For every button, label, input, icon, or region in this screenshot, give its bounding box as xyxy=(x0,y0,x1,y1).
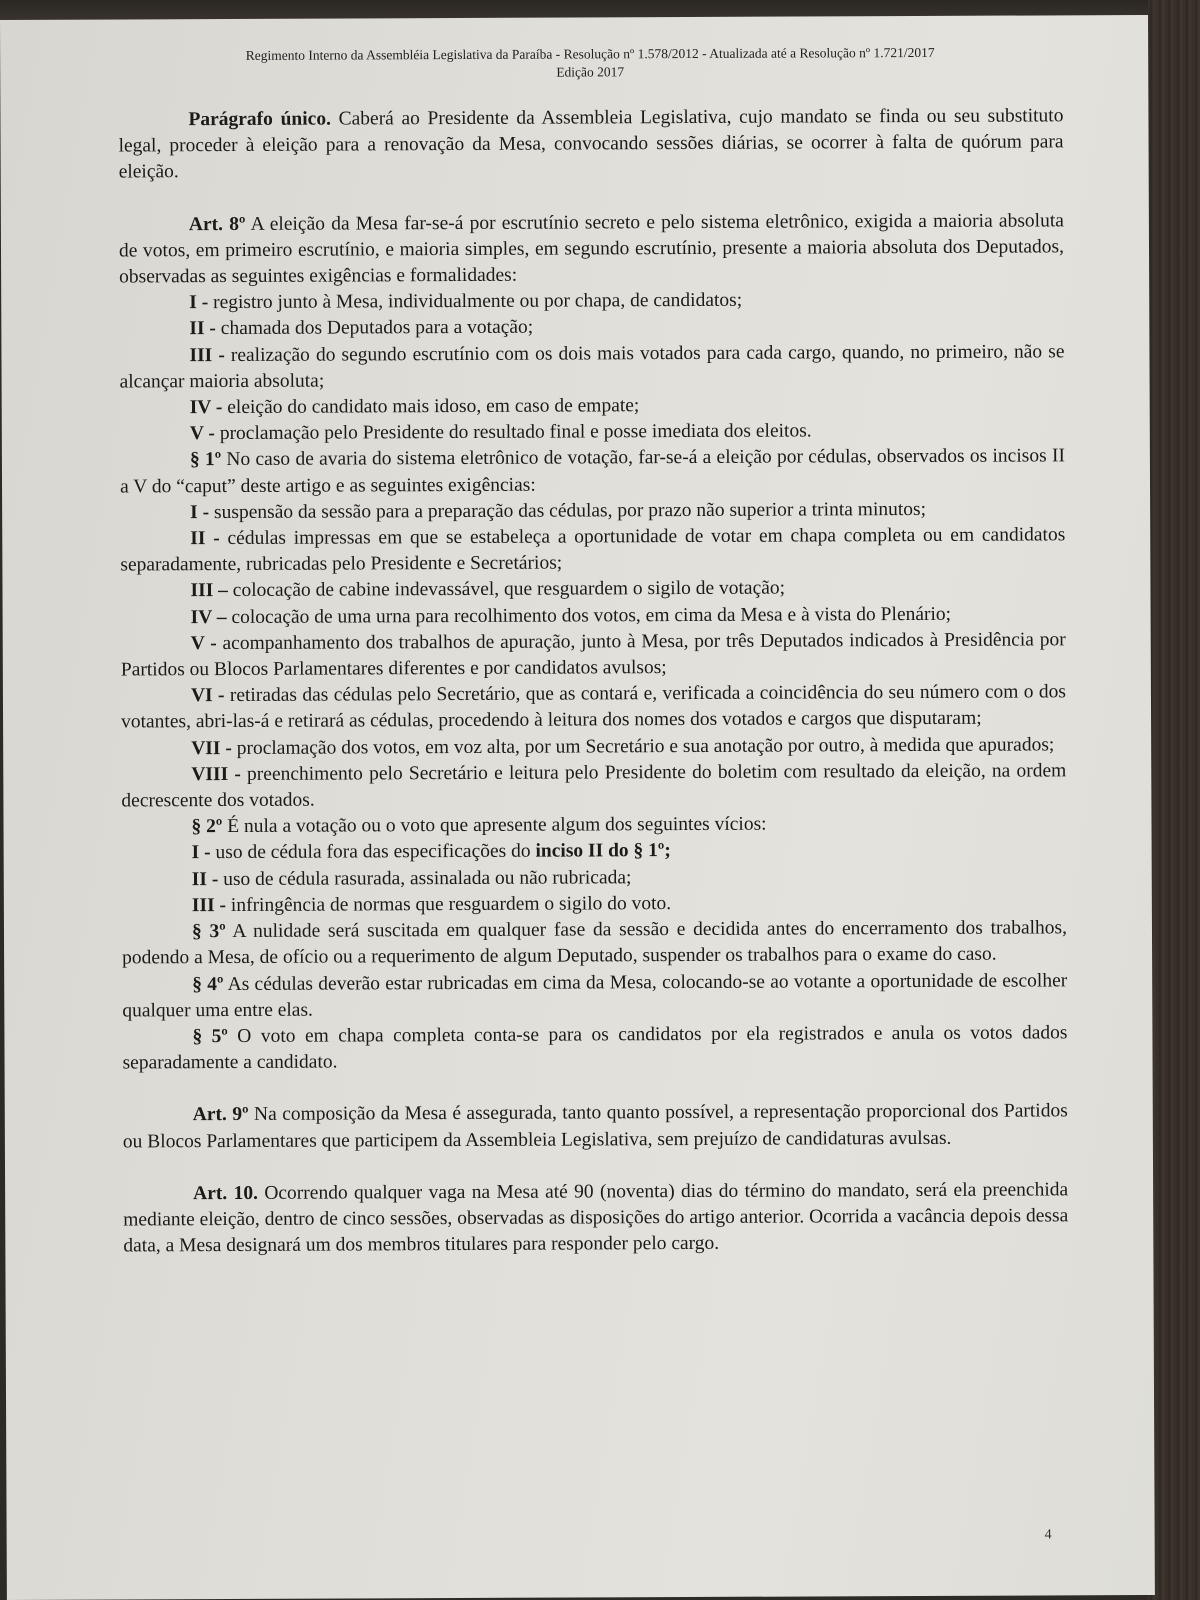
inciso-label: I - xyxy=(189,292,209,314)
inciso-text: uso de cédula rasurada, assinalada ou não rubricada; xyxy=(218,866,632,890)
inciso-label: III – xyxy=(190,580,228,602)
art8-paragraph-3 xyxy=(122,915,1067,972)
section-text: O voto em chapa completa conta-se para os candidatos por ela registrados e anula os votos dados separadamente a candidato. xyxy=(122,1022,1068,1074)
article-text: Ocorrendo qualquer vaga na Mesa até 90 (noventa) dias do término do mandato, será ela preenchida mediante eleição, dentro de cinco sessões, observadas as disposições do artigo anterior. Ocorrida a vacância depois dessa data, a Mesa designará um dos membros titulares para responder pelo cargo. xyxy=(123,1179,1069,1257)
inciso-text: registro junto à Mesa, individualmente ou por chapa, de candidatos; xyxy=(208,289,743,314)
article-label: Art. 8º xyxy=(188,213,246,235)
paragraph-label: Parágrafo único. xyxy=(188,108,331,131)
section-text: É nula a votação ou o voto que apresente algum dos seguintes vícios: xyxy=(222,813,767,838)
art8-inciso-v xyxy=(120,418,1065,448)
art8-paragraph-4 xyxy=(122,968,1067,1025)
page-number: 4 xyxy=(1044,1527,1052,1543)
p2-inciso-i xyxy=(122,837,1067,867)
art8-paragraph-1 xyxy=(120,444,1065,501)
inciso-label: VII - xyxy=(191,737,232,759)
inciso-text: suspensão da sessão para a preparação das cédulas, por prazo não superior a trinta minutos; xyxy=(209,498,927,523)
section-text: No caso de avaria do sistema eletrônico de votação, far-se-á a eleição por cédulas, observados os incisos II a V do “caput” deste artigo e as seguintes exigências: xyxy=(119,445,1065,498)
section-text: As cédulas deverão estar rubricadas em cima da Mesa, colocando-se ao votante a oportunidade de escolher qualquer uma entre elas. xyxy=(122,969,1068,1022)
inciso-label: III - xyxy=(191,894,227,917)
inciso-text: uso de cédula fora das especificações do xyxy=(210,841,536,864)
section-label: § 5º xyxy=(192,1025,228,1048)
inciso-label: V - xyxy=(189,423,215,445)
inciso-text: retiradas das cédulas pelo Secretário, que as contará e, verificada a coincidência do seu número com o dos votantes, abri-las-á e retirará as cédulas, procedendo à leitura dos nomes dos votados e cargos que disputaram; xyxy=(121,681,1066,733)
art8-inciso-ii xyxy=(119,313,1064,343)
running-header xyxy=(0,43,1180,84)
inciso-label: IV – xyxy=(190,606,227,628)
inciso-text: proclamação pelo Presidente do resultado final e posse imediata dos eleitos. xyxy=(214,420,812,445)
inciso-label: VIII - xyxy=(191,763,241,786)
inciso-text: colocação de uma urna para recolhimento dos votos, em cima da Mesa e à vista do Plenário; xyxy=(226,603,952,628)
inciso-label: II - xyxy=(189,318,216,340)
p1-inciso-iv xyxy=(121,601,1066,631)
p1-inciso-vii xyxy=(121,732,1066,762)
p1-inciso-viii xyxy=(121,758,1066,815)
header-title: Regimento Interno da Assembléia Legislativa da Paraíba - Resolução nº 1.578/2012 - Atualizada até a Resolução nº 1.721/2017 xyxy=(245,44,935,63)
inciso-text: eleição do candidato mais idoso, em caso de empate; xyxy=(222,395,640,419)
inciso-text: proclamação dos votos, em voz alta, por um Secretário e sua anotação por outro, à medida que apurados; xyxy=(231,734,1055,759)
inciso-reference: inciso II do § 1º; xyxy=(535,840,671,863)
document-page xyxy=(0,15,1155,1600)
inciso-text: chamada dos Deputados para a votação; xyxy=(215,317,534,340)
inciso-label: V - xyxy=(190,632,217,655)
p2-inciso-ii xyxy=(122,863,1067,893)
desk-background-right xyxy=(1148,0,1200,1600)
section-text: A nulidade será suscitada em qualquer fase da sessão e decidida antes do encerramento dos trabalhos, podendo a Mesa, de ofício ou a requerimento de algum Deputado, suspender os trabalhos para o exame do caso. xyxy=(122,917,1068,969)
inciso-text: acompanhamento dos trabalhos de apuração, junto à Mesa, por três Deputados indicados à Presidência por Partidos ou Blocos Parlamentares diferentes e por candidatos avulsos; xyxy=(120,629,1066,681)
paragraph-text: Caberá ao Presidente da Assembleia Legislativa, cujo mandato se finda ou seu substituto legal, proceder à eleição para a renovação da Mesa, convocando sessões diárias, se ocorrer à falta de quórum para eleição. xyxy=(118,105,1064,183)
inciso-label: VI - xyxy=(190,685,225,707)
inciso-label: II - xyxy=(190,528,220,550)
p1-inciso-ii xyxy=(120,522,1065,579)
art8-paragraph-2 xyxy=(121,811,1066,841)
section-label: § 3º xyxy=(191,921,226,943)
p1-inciso-i xyxy=(120,496,1065,526)
p1-inciso-iii xyxy=(120,575,1065,605)
inciso-label: III - xyxy=(189,344,225,366)
article-9 xyxy=(123,1099,1068,1156)
section-label: § 1º xyxy=(189,449,222,471)
inciso-label: I - xyxy=(191,842,211,864)
art8-inciso-iv xyxy=(120,391,1065,421)
inciso-text: preenchimento pelo Secretário e leitura pelo Presidente do boletim com resultado da eleição, na ordem decrescente dos votados. xyxy=(121,760,1067,812)
document-body xyxy=(118,103,1068,1259)
inciso-text: cédulas impressas em que se estabeleça a oportunidade de votar em chapa completa ou em candidatos separadamente, rubricadas pelo Presidente e Secretários; xyxy=(120,524,1066,576)
art8-paragraph-5 xyxy=(122,1020,1067,1077)
article-text: Na composição da Mesa é assegurada, tanto quanto possível, a representação proporcional dos Partidos ou Blocos Parlamentares que participem da Assembleia Legislativa, sem prejuízo de candidaturas avulsas. xyxy=(122,1100,1068,1152)
art8-inciso-i xyxy=(119,287,1064,317)
inciso-label: I - xyxy=(190,501,210,524)
article-8 xyxy=(119,208,1064,291)
article-text: A eleição da Mesa far-se-á por escrutínio secreto e pelo sistema eletrônico, exigida a maioria absoluta de votos, em primeiro escrutínio, e maioria simples, em segundo escrutínio, presente a maioria absoluta dos Deputados, observadas as seguintes exigências e formalidades: xyxy=(118,209,1065,288)
inciso-text: infringência de normas que resguardem o sigilo do voto. xyxy=(225,892,672,916)
section-label: § 2º xyxy=(191,816,223,838)
p2-inciso-iii xyxy=(122,889,1067,919)
inciso-label: II - xyxy=(191,868,219,890)
paragrafo-unico xyxy=(118,103,1063,186)
p1-inciso-vi xyxy=(121,680,1066,737)
inciso-text: realização do segundo escrutínio com os dois mais votados para cada cargo, quando, no primeiro, não se alcançar maioria absoluta; xyxy=(119,340,1065,393)
article-label: Art. 10. xyxy=(193,1182,258,1204)
header-edition: Edição 2017 xyxy=(556,64,625,80)
article-label: Art. 9º xyxy=(192,1104,249,1126)
section-label: § 4º xyxy=(192,973,224,995)
art8-inciso-iii xyxy=(119,339,1064,396)
p1-inciso-v xyxy=(121,627,1066,684)
article-10 xyxy=(123,1177,1068,1260)
inciso-label: IV - xyxy=(189,397,223,419)
inciso-text: colocação de cabine indevassável, que resguardem o sigilo de votação; xyxy=(227,578,786,602)
